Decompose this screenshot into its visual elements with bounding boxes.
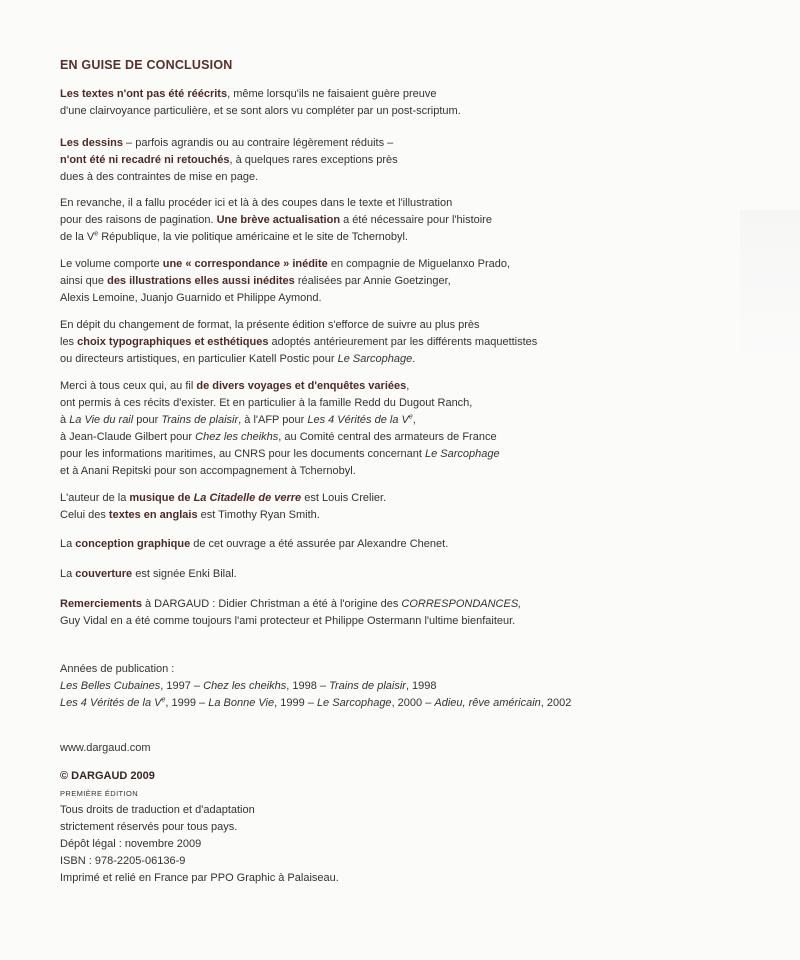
italic-title: Les 4 Vérités de la V [60,697,162,709]
italic-title: Chez les cheikhs [195,431,279,443]
text-line: Guy Vidal en a été comme toujours l'ami protecteur et Philippe Ostermann l'ultime bienfaiteur. [60,615,516,627]
text: , à quelques rares exceptions près [229,154,398,166]
text-line: ont permis à ces récits d'exister. Et en particulier à la famille Redd du Dugout Ranch, [60,397,473,409]
bold-phrase: Une brève actualisation [216,214,341,226]
text-line: dues à des contraintes de mise en page. [60,171,259,183]
text: les [60,336,78,348]
isbn: ISBN : 978-2205-06136-9 [60,855,186,867]
bold-phrase: de divers voyages et d'enquêtes variées [196,380,407,392]
text-line: En dépit du changement de format, la présente édition s'efforce de suivre au plus près [60,319,480,331]
bleed-through-shadow [740,210,800,370]
bold-phrase: des illustrations elles aussi inédites [107,275,295,287]
edition-label: PREMIÈRE ÉDITION [60,789,139,798]
text: , 1999 – [274,697,317,709]
text: Merci à tous ceux qui, au fil [60,380,197,392]
text: est signée Enki Bilal. [132,568,237,580]
copyright-notice: © DARGAUD 2009 [60,770,155,782]
text: , à l'AFP pour [238,414,308,426]
text: ou directeurs artistiques, en particulier Katell Postic pour [60,353,338,365]
legal-line: Dépôt légal : novembre 2009 [60,838,202,850]
italic-title: Chez les cheikhs [203,680,287,692]
italic-title: Adieu, rêve américain [434,697,541,709]
legal-line: strictement réservés pour tous pays. [60,821,238,833]
legal-line: Imprimé et relié en France par PPO Graphic à Palaiseau. [60,872,339,884]
website-link: www.dargaud.com [60,742,151,754]
italic-title: Les Belles Cubaines [60,680,161,692]
paragraph-thanks [60,378,500,480]
italic-title: Les 4 Vérités de la V [307,414,409,426]
text: pour [133,414,162,426]
bold-phrase: musique de [129,492,194,504]
text: de cet ouvrage a été assurée par Alexandre Chenet. [190,538,449,550]
bold-phrase: conception graphique [75,538,191,550]
text: , [406,380,410,392]
legal-line: Tous droits de traduction et d'adaptation [60,804,255,816]
text: Celui des [60,509,109,521]
text: , 2002 [540,697,572,709]
text: Le volume comporte [60,258,163,270]
paragraph-format [60,317,537,368]
paragraph-texts [60,86,461,120]
text: à Jean-Claude Gilbert pour [60,431,196,443]
text: pour les informations maritimes, au CNRS pour les documents concernant [60,448,425,460]
text: , 1997 – [160,680,204,692]
bold-phrase: n'ont été ni recadré ni retouchés [60,154,230,166]
text: adoptés antérieurement par les différents maquettistes [268,336,538,348]
legal-notice [60,802,339,887]
text-line: d'une clairvoyance particulière, et se sont alors vu compléter par un post-scriptum. [60,105,461,117]
publication-label: Années de publication : [60,663,175,675]
bold-phrase: Les dessins [60,137,123,149]
bold-italic-title: La Citadelle de verre [193,492,302,504]
text: à DARGAUD : Didier Christman a été à l'origine des [141,598,402,610]
text: , 1998 – [286,680,330,692]
text: réalisées par Annie Goetzinger, [294,275,451,287]
text: est Timothy Ryan Smith. [197,509,320,521]
text: pour des raisons de pagination. [60,214,217,226]
paragraph-cover [60,566,237,583]
text: La [60,538,76,550]
italic-title: Le Sarcophage [337,353,413,365]
italic-title: CORRESPONDANCES, [401,598,522,610]
superscript: e [408,413,413,421]
paragraph-design [60,536,448,553]
paragraph-volume [60,256,510,307]
text: , [412,414,416,426]
text-line: En revanche, il a fallu procéder ici et là à des coupes dans le texte et l'illustration [60,197,453,209]
bold-phrase: une « correspondance » inédite [162,258,328,270]
text: a été nécessaire pour l'histoire [340,214,492,226]
bold-phrase: couverture [75,568,133,580]
text: de la V [60,231,95,243]
text: , 1999 – [165,697,209,709]
paragraph-cuts [60,195,492,246]
text: – parfois agrandis ou au contraire légèrement réduits – [122,137,394,149]
text-line: et à Anani Repitski pour son accompagnement à Tchernobyl. [60,465,356,477]
page-title: EN GUISE DE CONCLUSION [60,58,233,72]
bold-phrase: textes en anglais [108,509,198,521]
italic-title: Trains de plaisir [329,680,406,692]
paragraph-drawings [60,135,398,186]
italic-title: Le Sarcophage [316,697,392,709]
italic-title: Trains de plaisir [161,414,239,426]
superscript: e [94,230,99,238]
text: . [412,353,416,365]
paragraph-music [60,490,386,524]
text: République, la vie politique américaine et le site de Tchernobyl. [98,231,408,243]
text-line: Alexis Lemoine, Juanjo Guarnido et Philippe Aymond. [60,292,322,304]
text: , au Comité central des armateurs de France [278,431,497,443]
text: en compagnie de Miguelanxo Prado, [327,258,511,270]
text: La [60,568,76,580]
text: est Louis Crelier. [301,492,387,504]
text: L'auteur de la [60,492,130,504]
superscript: e [161,696,166,704]
paragraph-acknowledgements [60,596,521,630]
text: à [60,414,70,426]
bold-phrase: Les textes n'ont pas été réécrits [60,88,228,100]
italic-title: La Vie du rail [69,414,134,426]
bold-phrase: Remerciements [60,598,142,610]
text: , même lorsqu'ils ne faisaient guère preuve [227,88,437,100]
text: , 1998 [405,680,437,692]
publication-years [60,661,571,712]
italic-title: Le Sarcophage [425,448,500,460]
italic-title: La Bonne Vie [208,697,275,709]
bold-phrase: choix typographiques et esthétiques [77,336,269,348]
text: ainsi que [60,275,108,287]
text: , 2000 – [391,697,435,709]
